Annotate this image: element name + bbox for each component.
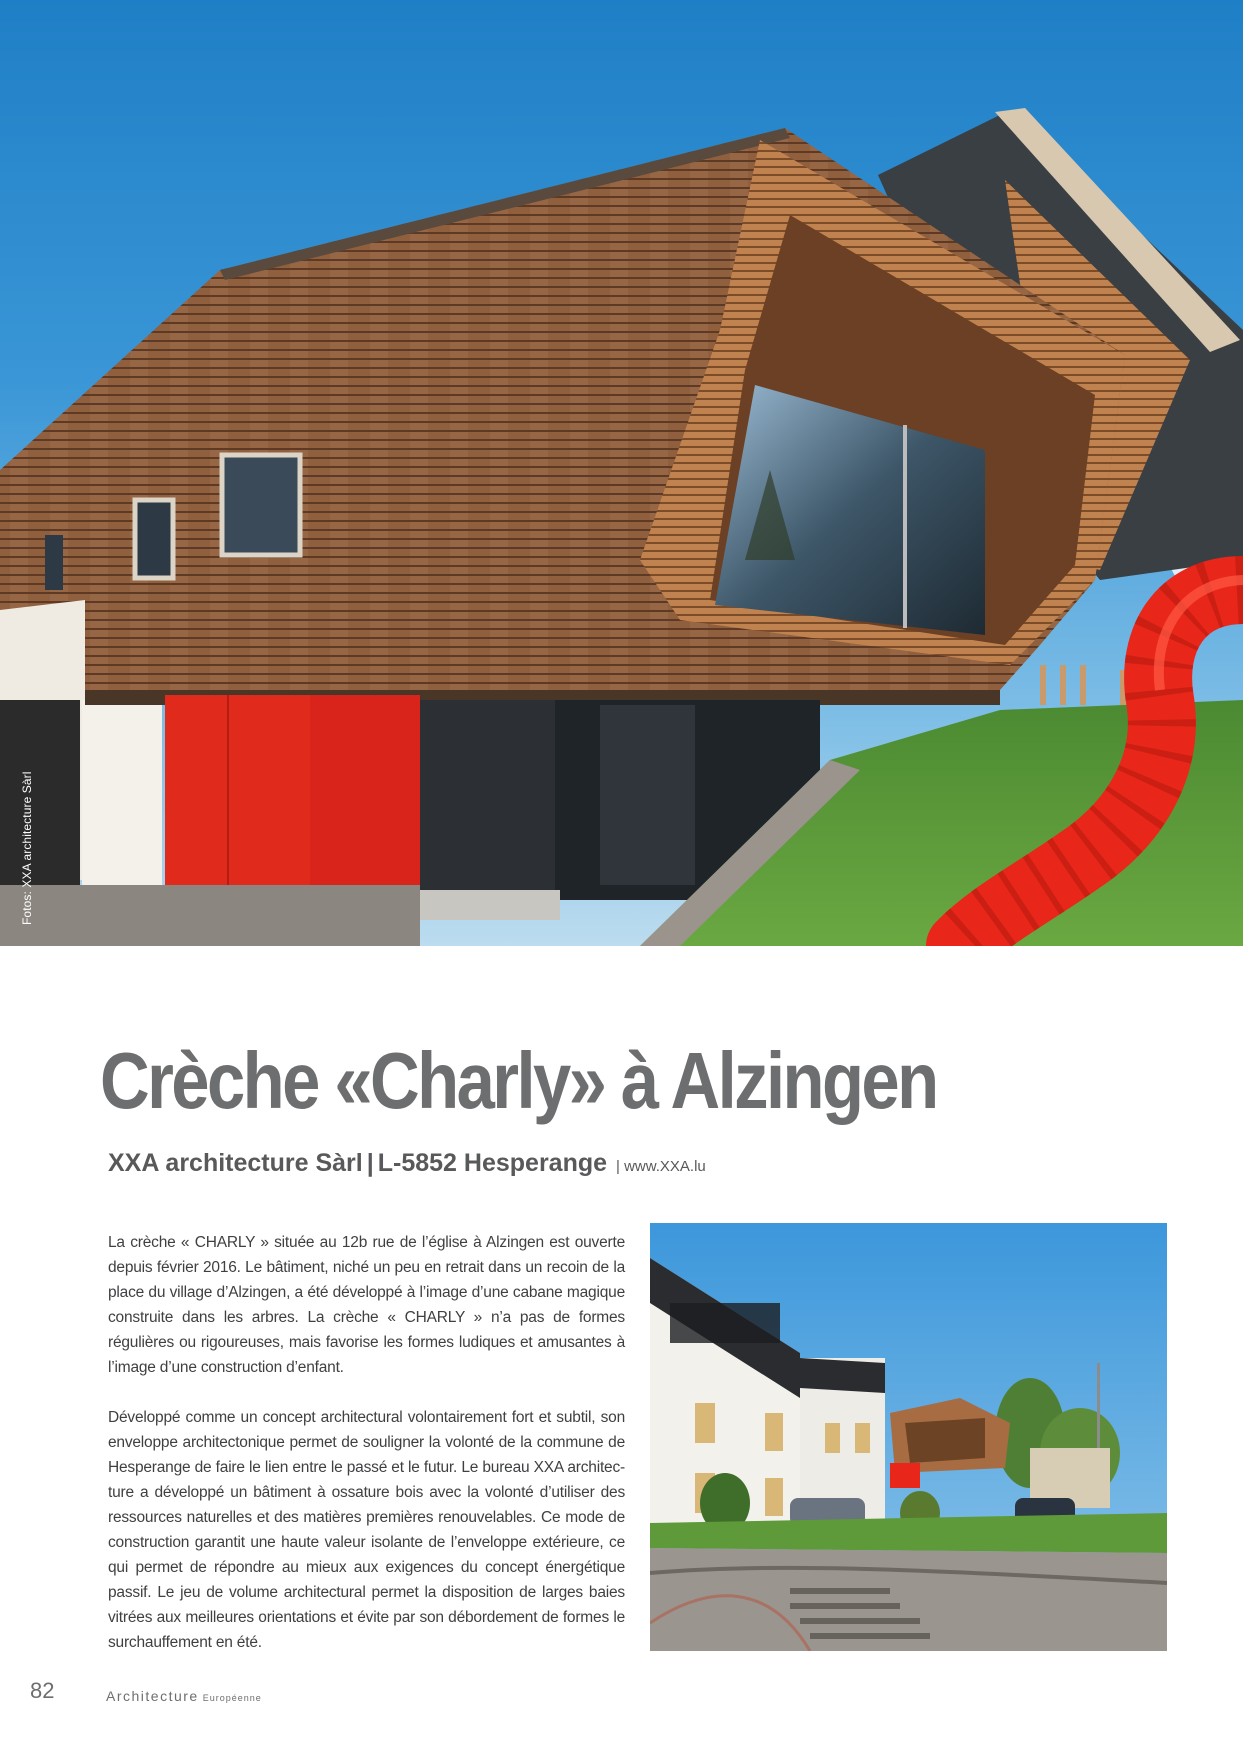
website-link[interactable]: | www.XXA.lu	[615, 1158, 706, 1175]
street-view-illustration	[650, 1223, 1167, 1651]
article-body	[108, 1230, 625, 1680]
architect-location: L-5852 Hesperange	[377, 1149, 608, 1177]
separator: |	[366, 1149, 374, 1177]
page-number: 82	[30, 1678, 55, 1703]
article-title: Crèche «Charly» à Alzingen	[100, 1036, 937, 1125]
paragraph: La crèche « CHARLY » située au 12b rue de l’église à Alzingen est ouverte depuis février 2016. Le bâtiment, niché un peu en retrait dans un recoin de la place du village d’Alzingen, a été développé à l’image d’une cabane magique construite dans les arbres. La crèche « CHARLY » n’a pas de formes régulières ou rigoureuses, mais favorise les formes ludiques et amusantes à l’image d’une construction d’enfant.	[108, 1234, 625, 1376]
street-view-photo	[650, 1223, 1167, 1651]
photo-credit: Fotos: XXA architecture Sàrl	[20, 771, 34, 925]
article-subtitle	[108, 1148, 706, 1182]
magazine-subtitle: Européenne	[202, 1693, 262, 1703]
website-text: www.XXA.lu	[624, 1158, 706, 1175]
paragraph: Développé comme un concept architectural volontairement fort et subtil, son enveloppe architectonique permet de souligner la volonté de la commune de Hesperange de faire le lien entre le passé et le futur. Le bureau XXA architec-ture a développé un bâtiment à ossature bois avec la volonté d’utiliser des ressources naturelles et des matières premières renouvelables. Ce mode de construction garantit une haute valeur isolante de l’enveloppe extérieure, ce qui permet de répondre au mieux aux exigences du concept énergétique passif. Le jeu de volume architectural permet la disposition de larges baies vitrées aux meilleures orientations et évite par son débordement de formes le surchauffement en été.	[108, 1409, 625, 1651]
magazine-title: Architecture	[106, 1688, 199, 1704]
architect-name: XXA architecture Sàrl	[108, 1149, 363, 1177]
magazine-name	[106, 1688, 262, 1704]
